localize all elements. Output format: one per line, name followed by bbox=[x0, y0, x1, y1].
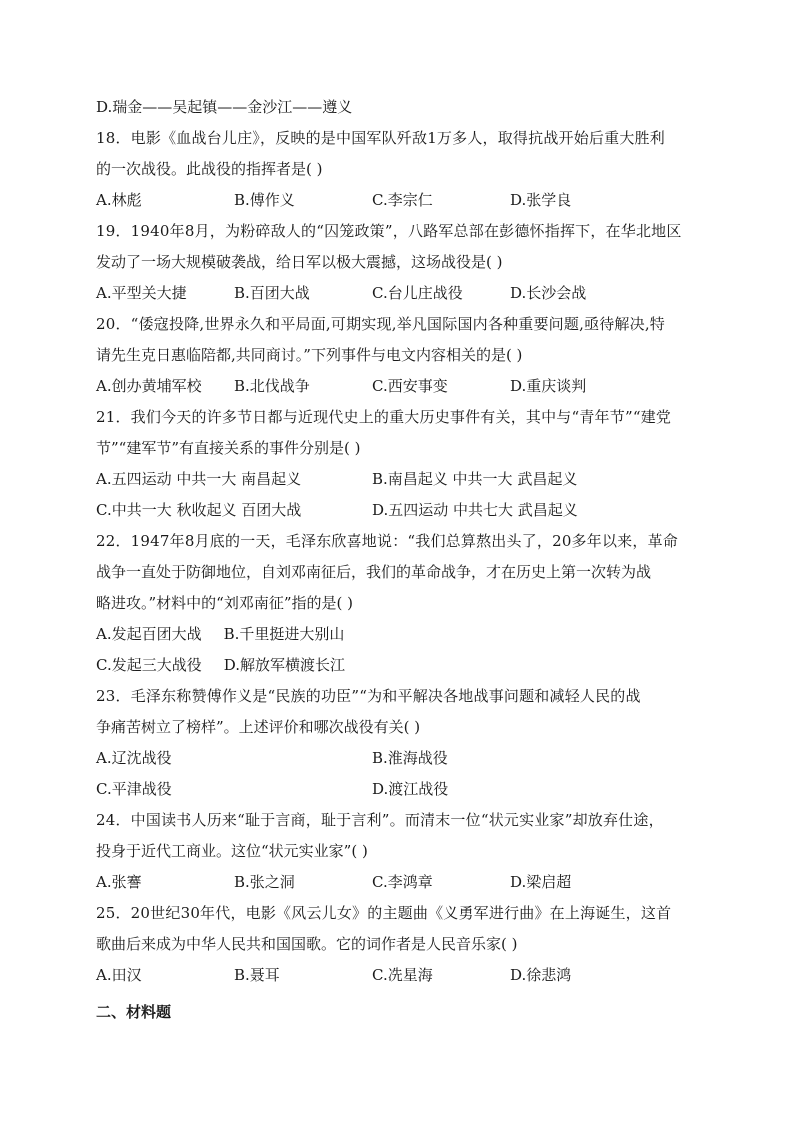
question-18 bbox=[96, 123, 702, 216]
option-c: C.冼星海 bbox=[372, 966, 433, 984]
question-24 bbox=[96, 805, 702, 898]
question-text-line: 19．1940年8月，为粉碎敌人的“囚笼政策”，八路军总部在彭德怀指挥下，在华北地区 bbox=[96, 222, 682, 240]
options-row bbox=[96, 619, 702, 650]
option-a: A.平型关大捷 bbox=[96, 284, 187, 302]
option-b: B.淮海战役 bbox=[372, 749, 448, 767]
question-text-line: 战争一直处于防御地位，自刘邓南征后，我们的革命战争，才在历史上第一次转为战 bbox=[96, 563, 652, 581]
option-d: D.重庆谈判 bbox=[510, 377, 587, 395]
options-row bbox=[96, 774, 702, 805]
option-c: C.李鸿章 bbox=[372, 873, 433, 891]
options-row bbox=[96, 278, 702, 309]
option-d: D.徐悲鸿 bbox=[510, 966, 572, 984]
options-row bbox=[96, 867, 702, 898]
option-b: B.聂耳 bbox=[234, 966, 280, 984]
question-text-line: 23．毛泽东称赞傅作义是“民族的功臣”“为和平解决各地战事问题和减轻人民的战 bbox=[96, 687, 641, 705]
option-b: B.北伐战争 bbox=[234, 377, 310, 395]
question-text-line: 略进攻。”材料中的“刘邓南征”指的是( ) bbox=[96, 594, 353, 612]
question-text-line: 18．电影《血战台儿庄》，反映的是中国军队歼敌1万多人，取得抗战开始后重大胜利 bbox=[96, 129, 665, 147]
section-title: 二、材料题 bbox=[96, 1003, 172, 1021]
option-a: A.发起百团大战 bbox=[96, 625, 202, 643]
question-25 bbox=[96, 898, 702, 991]
option-a: A.创办黄埔军校 bbox=[96, 377, 202, 395]
question-text-line: 争痛苦树立了榜样”。上述评价和哪次战役有关( ) bbox=[96, 718, 421, 736]
option-b: B.百团大战 bbox=[234, 284, 310, 302]
option-a: A.林彪 bbox=[96, 191, 142, 209]
option-c: C.平津战役 bbox=[96, 780, 172, 798]
question-text-line: 21．我们今天的许多节日都与近现代史上的重大历史事件有关，其中与“青年节”“建党 bbox=[96, 408, 672, 426]
option-c: C.西安事变 bbox=[372, 377, 448, 395]
option-d: D.五四运动 中共七大 武昌起义 bbox=[372, 501, 578, 519]
options-row bbox=[96, 371, 702, 402]
question-text-line: 发动了一场大规模破袭战，给日军以极大震撼，这场战役是( ) bbox=[96, 253, 503, 271]
question-text-line: 投身于近代工商业。这位“状元实业家”( ) bbox=[96, 842, 368, 860]
option-a: A.田汉 bbox=[96, 966, 142, 984]
question-list bbox=[96, 92, 702, 1028]
option-d: D.长沙会战 bbox=[510, 284, 587, 302]
question-text-line: 25．20世纪30年代，电影《风云儿女》的主题曲《义勇军进行曲》在上海诞生，这首 bbox=[96, 904, 672, 922]
option-d: D.张学良 bbox=[510, 191, 572, 209]
option-a: A.五四运动 中共一大 南昌起义 bbox=[96, 470, 302, 488]
option-b: B.南昌起义 中共一大 武昌起义 bbox=[372, 470, 578, 488]
option-c: C.发起三大战役 bbox=[96, 656, 202, 674]
question-text-line: 的一次战役。此战役的指挥者是( ) bbox=[96, 160, 323, 178]
option-d: D.渡江战役 bbox=[372, 780, 449, 798]
question-20 bbox=[96, 309, 702, 402]
options-row bbox=[96, 650, 702, 681]
option-b: B.傅作义 bbox=[234, 191, 295, 209]
question-text-line: 请先生克日惠临陪都,共同商讨。”下列事件与电文内容相关的是( ) bbox=[96, 346, 523, 364]
question-23 bbox=[96, 681, 702, 805]
question-text-line: 歌曲后来成为中华人民共和国国歌。它的词作者是人民音乐家( ) bbox=[96, 935, 518, 953]
option-c: C.中共一大 秋收起义 百团大战 bbox=[96, 501, 302, 519]
option-a: A.张謇 bbox=[96, 873, 142, 891]
option-d: D.梁启超 bbox=[510, 873, 572, 891]
options-row bbox=[96, 495, 702, 526]
option-c: C.李宗仁 bbox=[372, 191, 433, 209]
question-text-line: 节”“建军节”有直接关系的事件分别是( ) bbox=[96, 439, 361, 457]
question-21 bbox=[96, 402, 702, 526]
options-row bbox=[96, 185, 702, 216]
question-19 bbox=[96, 216, 702, 309]
top-option: D.瑞金——吴起镇——金沙江——遵义 bbox=[96, 98, 353, 116]
option-b: B.张之洞 bbox=[234, 873, 295, 891]
questions bbox=[96, 123, 702, 991]
question-text-line: 22．1947年8月底的一天，毛泽东欣喜地说：“我们总算熬出头了，20多年以来，革命 bbox=[96, 532, 678, 550]
option-d: D.解放军横渡长江 bbox=[223, 656, 345, 674]
question-text-line: 20．“倭寇投降,世界永久和平局面,可期实现,举凡国际国内各种重要问题,亟待解决,特 bbox=[96, 315, 665, 333]
option-c: C.台儿庄战役 bbox=[372, 284, 463, 302]
option-a: A.辽沈战役 bbox=[96, 749, 172, 767]
options-row bbox=[96, 743, 702, 774]
question-text-line: 24．中国读书人历来“耻于言商，耻于言利”。而清末一位“状元实业家”却放弃仕途， bbox=[96, 811, 664, 829]
options-row bbox=[96, 960, 702, 991]
question-22 bbox=[96, 526, 702, 681]
options-row bbox=[96, 464, 702, 495]
option-b: B.千里挺进大别山 bbox=[223, 625, 345, 643]
